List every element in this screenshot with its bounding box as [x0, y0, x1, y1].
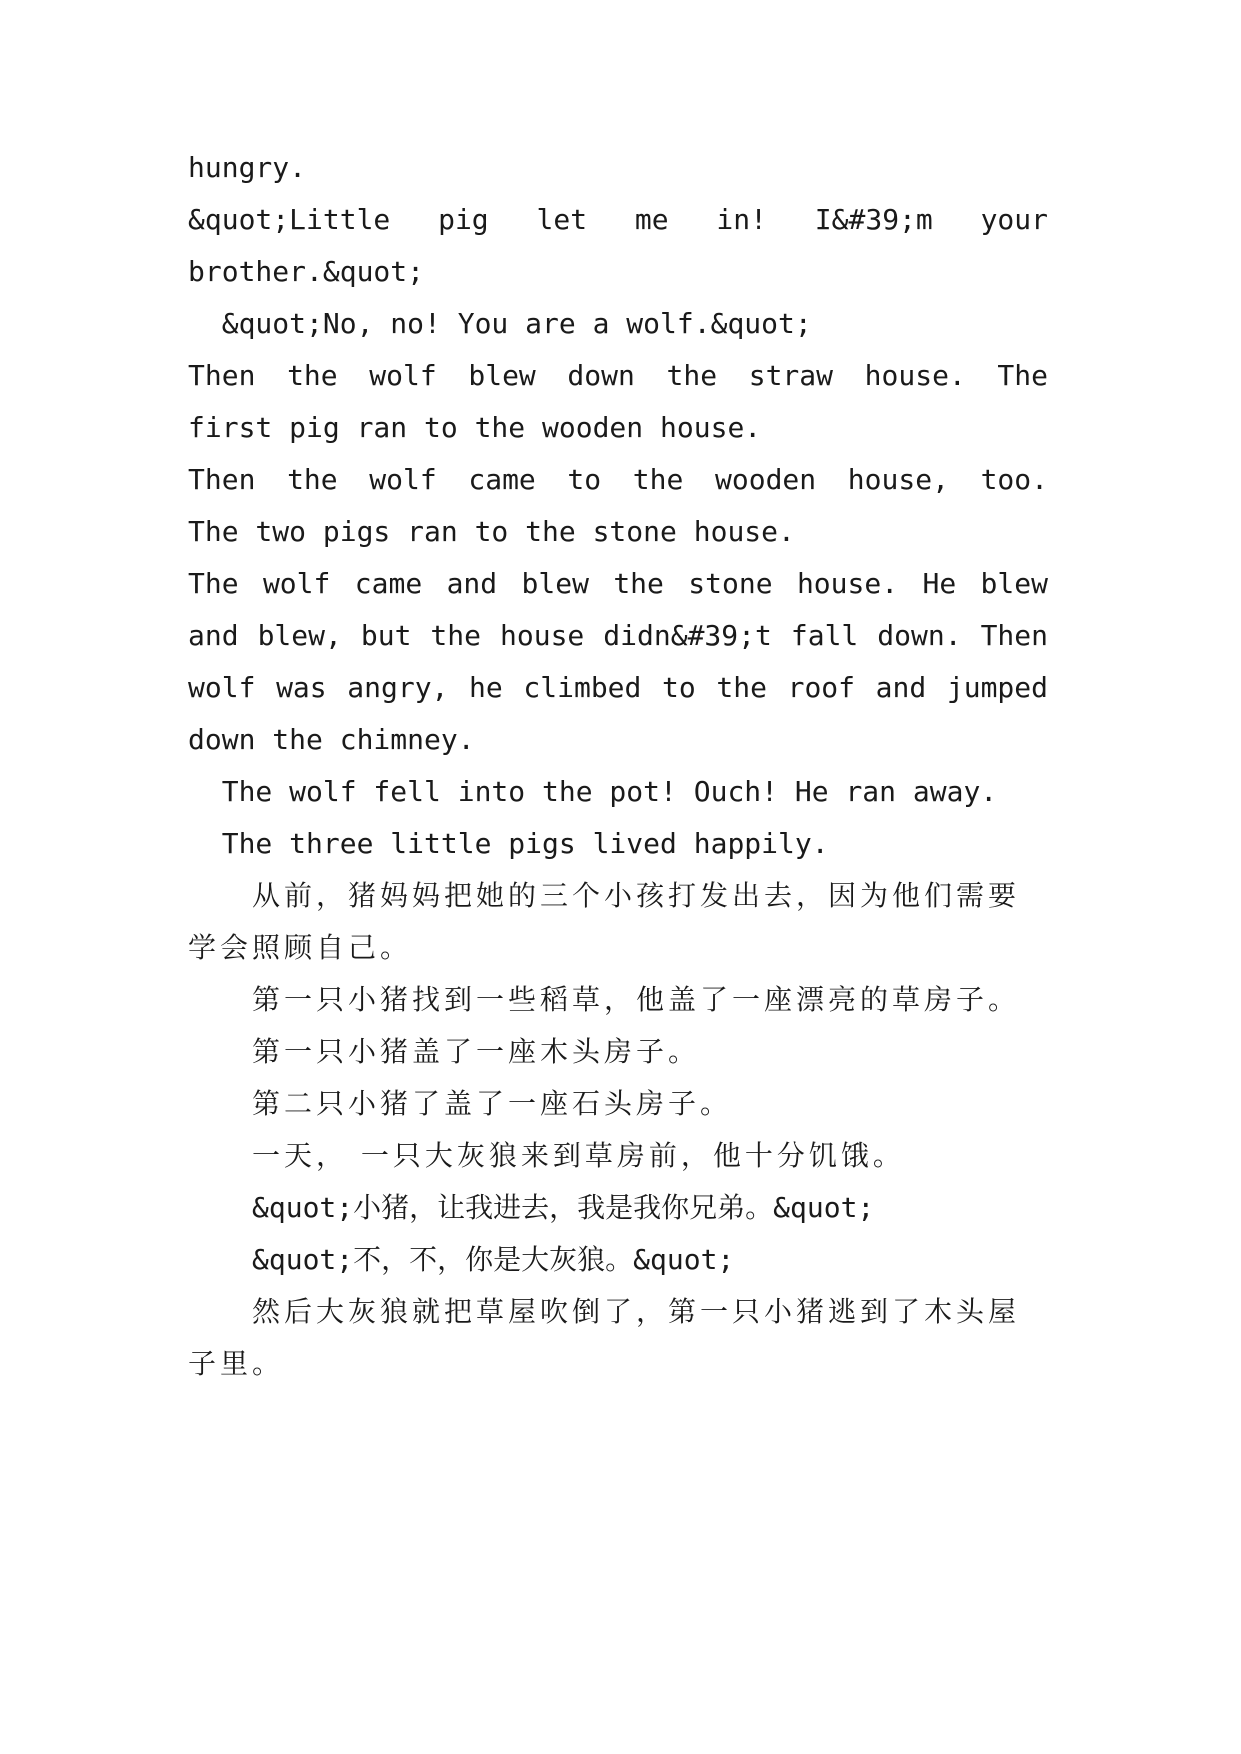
text-line: 第一只小猪找到一些稻草，他盖了一座漂亮的草房子。 [252, 983, 1021, 1016]
text-line: 子里。 [188, 1347, 285, 1380]
text-line: down the chimney. [188, 723, 475, 756]
text-line: wolf was angry, he climbed to the roof and jumped [188, 671, 1048, 704]
text-line: and blew, but the house didn&#39;t fall down. Then [188, 619, 1048, 652]
text-line: &quot;Little pig let me in! I&#39;m your [188, 203, 1048, 236]
text-line: 从前，猪妈妈把她的三个小孩打发出去，因为他们需要 [252, 879, 1021, 912]
text-line: first pig ran to the wooden house. [188, 411, 762, 444]
text-line: The three little pigs lived happily. [188, 827, 829, 860]
text-line: 一天， 一只大灰狼来到草房前，他十分饥饿。 [252, 1139, 905, 1172]
text-line: The two pigs ran to the stone house. [188, 515, 795, 548]
text-line: 第二只小猪了盖了一座石头房子。 [252, 1087, 733, 1120]
text-line: &quot;小猪，让我进去，我是我你兄弟。&quot; [252, 1191, 875, 1224]
text-line: Then the wolf blew down the straw house. The [188, 359, 1048, 392]
text-line: The wolf came and blew the stone house. He blew [188, 567, 1048, 600]
text-line: hungry. [188, 151, 307, 184]
text-line: 第一只小猪盖了一座木头房子。 [252, 1035, 701, 1068]
text-line: 学会照顾自己。 [188, 931, 413, 964]
text-line: &quot;No, no! You are a wolf.&quot; [188, 307, 812, 340]
text-line: The wolf fell into the pot! Ouch! He ran away. [188, 775, 998, 808]
text-line: Then the wolf came to the wooden house, too. [188, 463, 1048, 496]
text-line: brother.&quot; [188, 255, 425, 288]
text-line: &quot;不，不，你是大灰狼。&quot; [252, 1243, 735, 1276]
text-line: 然后大灰狼就把草屋吹倒了，第一只小猪逃到了木头屋 [252, 1295, 1021, 1328]
